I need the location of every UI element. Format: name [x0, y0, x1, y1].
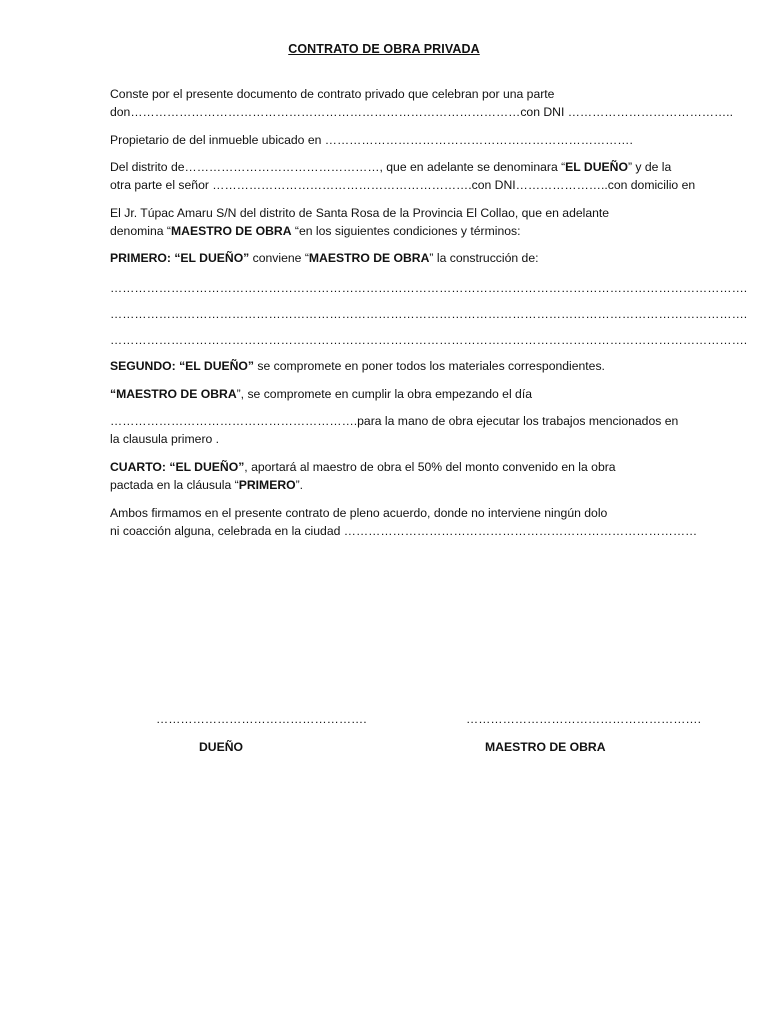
- dotted-line-3: [110, 331, 748, 349]
- clause-fourth-text-end: ”.: [295, 478, 304, 492]
- paragraph-intro-line-1: Conste por el presente documento de contrato privado que celebran por una parte: [110, 87, 555, 101]
- paragraph-intro-line-2: don……………………………………………………………………………………con DNI …………………………………..: [110, 105, 733, 119]
- clause-first-text-end: ” la construcción de:: [429, 251, 539, 265]
- clause-first-heading: PRIMERO: “EL DUEÑO”: [110, 251, 250, 265]
- owner-signature-label: DUEÑO: [199, 740, 244, 754]
- paragraph-closing-line-1: Ambos firmamos en el presente contrato de pleno acuerdo, donde no interviene ningún dolo: [110, 506, 608, 520]
- clause-second: [110, 357, 658, 375]
- clause-first-line: [110, 249, 658, 267]
- dotted-line-1: [110, 279, 748, 297]
- paragraph-property: [110, 131, 658, 149]
- clause-fourth-text-2: pactada en la cláusula “: [110, 478, 239, 492]
- dotted-line-2-text: ………………………………………………………………………………………………………………………………………….: [110, 307, 748, 321]
- paragraph-closing-line-2: ni coacción alguna, celebrada en la ciudad ……………………………………………………………………………: [110, 524, 698, 538]
- owner-signature-line: …………………………………………….: [156, 712, 367, 726]
- paragraph-district-line-1: [110, 158, 672, 176]
- clause-fourth-text: , aportará al maestro de obra el 50% del monto convenido en la obra: [244, 460, 616, 474]
- paragraph-closing: [110, 504, 698, 540]
- clause-labor-line-2: la clausula primero .: [110, 432, 220, 446]
- paragraph-address-line-1: El Jr. Túpac Amaru S/N del distrito de Santa Rosa de la Provincia El Collao, que en adelante: [110, 206, 610, 220]
- paragraph-district-line-2: otra parte el señor ……………………………………………………….con DNI…………………..con domicilio en: [110, 178, 696, 192]
- clause-labor: [110, 412, 679, 448]
- clause-second-line: [110, 357, 658, 375]
- owner-term: EL DUEÑO: [565, 160, 628, 174]
- clause-fourth: [110, 458, 658, 494]
- clause-builder-commit-line: [110, 385, 658, 403]
- clause-fourth-line-2: [110, 476, 658, 494]
- clause-fourth-first-term: PRIMERO: [238, 478, 296, 492]
- clause-builder-heading: “MAESTRO DE OBRA: [110, 387, 237, 401]
- address-text: denomina “: [110, 224, 171, 238]
- paragraph-address-line-2: [110, 222, 658, 240]
- builder-term: MAESTRO DE OBRA: [170, 224, 292, 238]
- clause-first: [110, 249, 658, 267]
- clause-labor-line-1: …………………………………………………….para la mano de obra ejecutar los trabajos mencionados en: [110, 414, 679, 428]
- dotted-line-2: [110, 305, 748, 323]
- clause-builder-text: ”, se compromete en cumplir la obra empezando el día: [236, 387, 532, 401]
- dotted-line-3-text: ………………………………………………………………………………………………………………………………………….: [110, 333, 748, 347]
- dotted-line-1-text: ………………………………………………………………………………………………………………………………………….: [110, 281, 748, 295]
- clause-second-text: se compromete en poner todos los materiales correspondientes.: [254, 359, 605, 373]
- clause-fourth-heading: CUARTO: “EL DUEÑO”: [110, 460, 245, 474]
- district-text: Del distrito de…………………………………………, que en adelante se denominara “: [110, 160, 566, 174]
- paragraph-intro: [110, 85, 733, 121]
- builder-signature-label: MAESTRO DE OBRA: [485, 740, 606, 754]
- address-text-end: “en los siguientes condiciones y términos:: [291, 224, 521, 238]
- clause-first-text: conviene “: [249, 251, 309, 265]
- paragraph-property-line: Propietario de del inmueble ubicado en ………………………………………………………………….: [110, 133, 633, 147]
- paragraph-address: [110, 204, 658, 240]
- clause-first-builder: MAESTRO DE OBRA: [308, 251, 430, 265]
- paragraph-district: [110, 158, 696, 194]
- document-title: CONTRATO DE OBRA PRIVADA: [288, 42, 480, 56]
- clause-builder-commit: [110, 385, 658, 403]
- clause-second-heading: SEGUNDO: “EL DUEÑO”: [110, 359, 255, 373]
- clause-fourth-line-1: [110, 458, 658, 476]
- district-text-end: ” y de la: [627, 160, 672, 174]
- contract-body: [110, 0, 748, 1024]
- builder-signature-line: ………………………………………………….: [466, 712, 701, 726]
